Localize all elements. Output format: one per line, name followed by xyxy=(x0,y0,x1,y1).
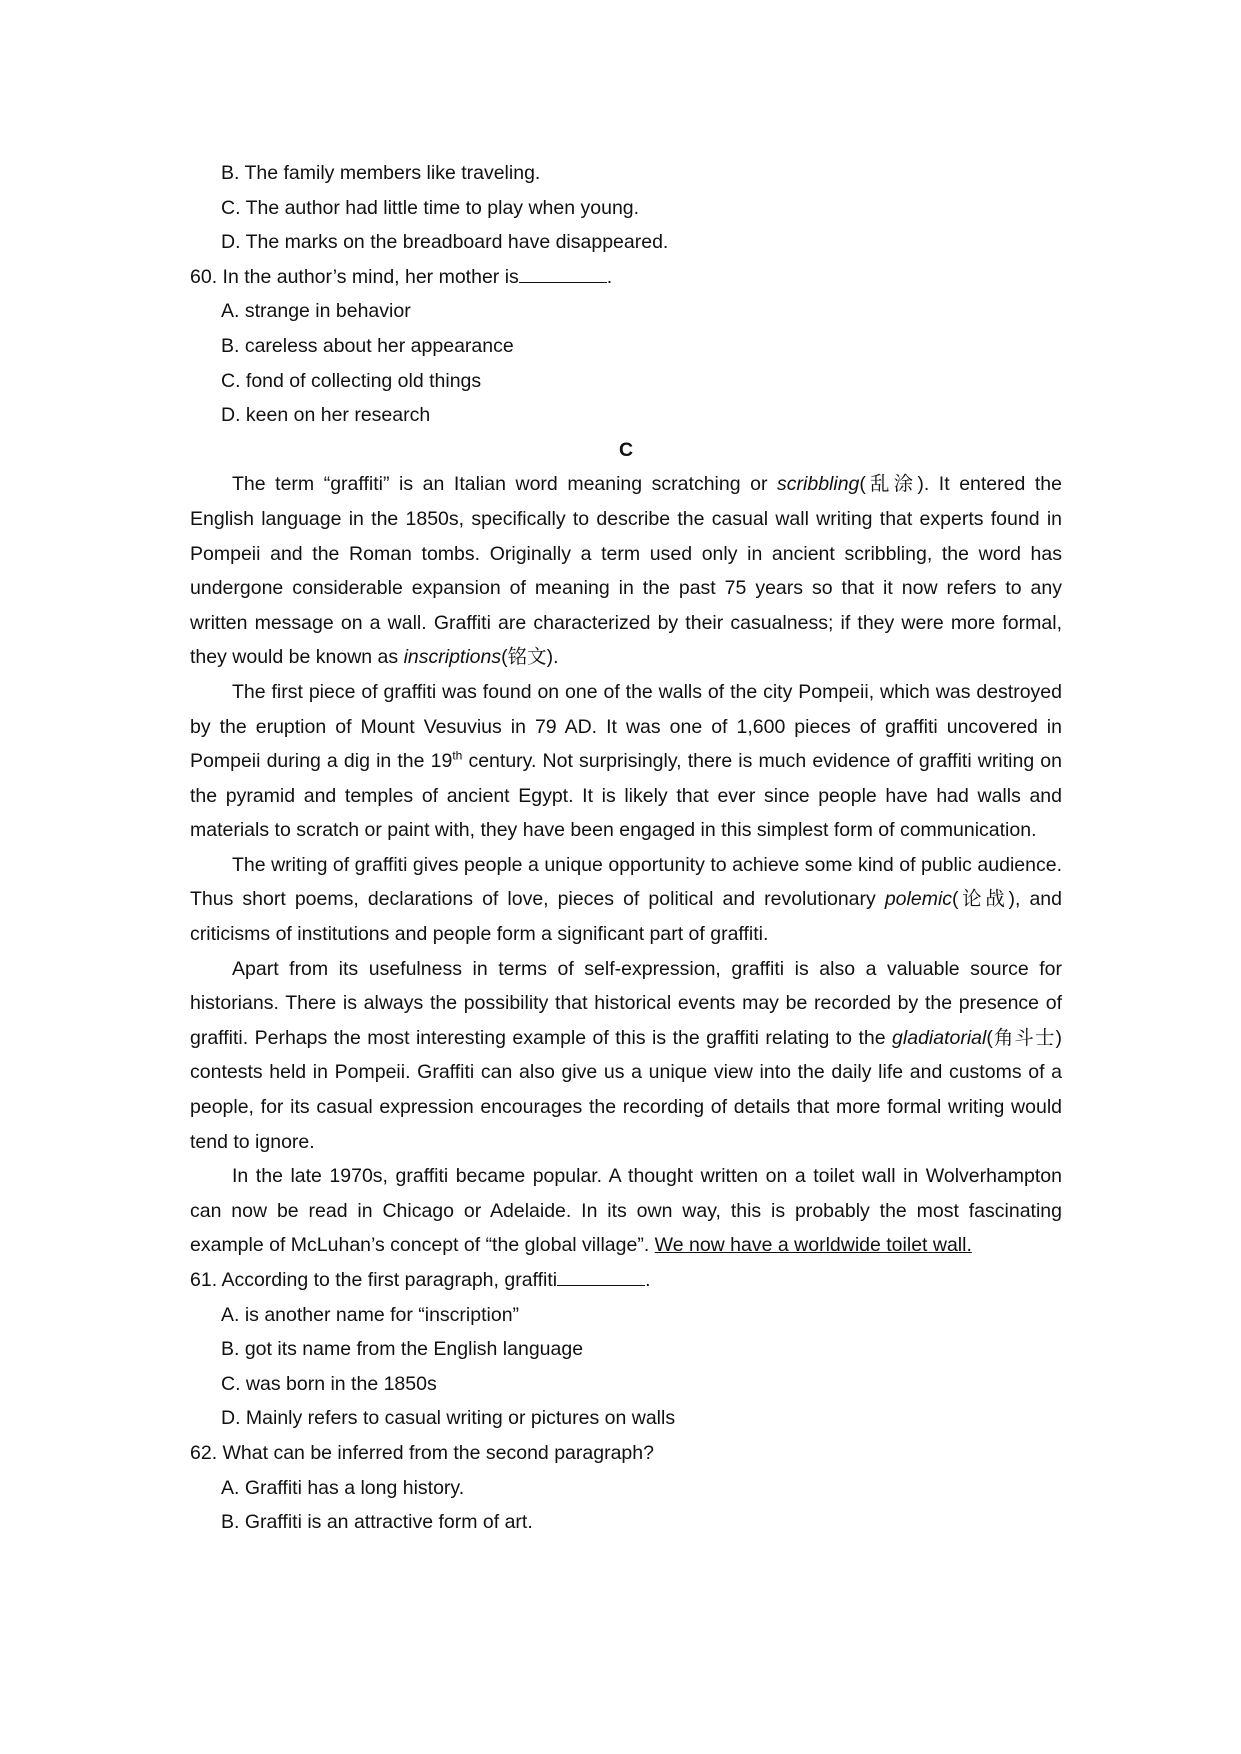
q60-stem xyxy=(190,260,1062,295)
q60-option-a: A. strange in behavior xyxy=(221,300,411,323)
q59-option-d: D. The marks on the breadboard have disappeared. xyxy=(221,231,669,254)
p1-word-inscriptions: inscriptions xyxy=(403,646,502,669)
p5-underlined-sentence: We now have a worldwide toilet wall. xyxy=(654,1234,972,1257)
section-label: C xyxy=(618,438,634,461)
p5-text-1: In the late 1970s, graffiti became popular. A thought written on a toilet wall in Wolverhampton can now be read in Chicago or Adelaide. In its own way, this is probably the most fascinating example of McLuhan’s concept of “the global village”. xyxy=(190,1165,1062,1257)
q61-option-c: C. was born in the 1850s xyxy=(221,1372,437,1395)
passage-paragraph-2 xyxy=(190,675,1062,848)
p2-superscript: th xyxy=(452,748,463,763)
p3-text-2: (论战), and criticisms of institutions and people form a significant part of graffiti. xyxy=(190,888,1062,946)
p2-text-2: century. Not surprisingly, there is much evidence of graffiti writing on the pyramid and temples of ancient Egypt. It is likely that ever since people have had walls and materials to scratch or paint with, they have been engaged in this simplest form of communication. xyxy=(190,750,1062,842)
passage-paragraph-3 xyxy=(190,848,1062,952)
q59-option-c: C. The author had little time to play when young. xyxy=(221,196,640,219)
passage-paragraph-1 xyxy=(190,467,1062,675)
q61-stem-text: 61. According to the first paragraph, graffiti xyxy=(190,1269,558,1291)
passage-paragraph-5 xyxy=(190,1159,1062,1263)
p4-word-gladiatorial: gladiatorial xyxy=(892,1026,987,1049)
q61-stem xyxy=(190,1263,1062,1298)
q60-option-b: B. careless about her appearance xyxy=(221,334,514,357)
q61-option-d: D. Mainly refers to casual writing or pictures on walls xyxy=(221,1407,676,1430)
q60-answer-blank xyxy=(519,262,607,283)
q60-option-c: C. fond of collecting old things xyxy=(221,369,482,392)
p4-text-2: (角斗士) contests held in Pompeii. Graffiti can also give us a unique view into the daily life and customs of a people, for its casual expression encourages the recording of details that more formal writing would tend to ignore. xyxy=(190,1026,1062,1153)
q62-stem: 62. What can be inferred from the second paragraph? xyxy=(190,1441,654,1464)
p4-text-1: Apart from its usefulness in terms of self-expression, graffiti is also a valuable source for historians. There is always the possibility that historical events may be recorded by the presence of graffiti. Perhaps the most interesting example of this is the graffiti relating to the xyxy=(190,957,1062,1049)
p1-text-1: The term “graffiti” is an Italian word meaning scratching or xyxy=(232,473,778,496)
q60-stem-end: . xyxy=(606,265,613,288)
p2-text-1: The first piece of graffiti was found on one of the walls of the city Pompeii, which was destroyed by the eruption of Mount Vesuvius in 79 AD. It was one of 1,600 pieces of graffiti uncovered in Pompeii during a dig in the 19 xyxy=(190,680,1062,773)
exam-page xyxy=(190,156,1062,1540)
q60-stem-text: 60. In the author’s mind, her mother is xyxy=(190,265,519,288)
q62-option-b: B. Graffiti is an attractive form of art. xyxy=(221,1511,533,1534)
q61-answer-blank xyxy=(557,1265,645,1286)
p3-word-polemic: polemic xyxy=(884,888,953,911)
q61-stem-end: . xyxy=(645,1269,651,1291)
p3-text-1: The writing of graffiti gives people a unique opportunity to achieve some kind of public audience. Thus short poems, declarations of love, pieces of political and revolutionary xyxy=(190,853,1062,911)
passage-paragraph-4 xyxy=(190,952,1062,1160)
q61-option-b: B. got its name from the English language xyxy=(221,1338,584,1361)
q59-option-b: B. The family members like traveling. xyxy=(221,162,541,184)
q62-option-a: A. Graffiti has a long history. xyxy=(221,1476,465,1499)
p1-text-3: (铭文). xyxy=(501,646,559,669)
q60-option-d: D. keen on her research xyxy=(221,404,431,427)
p1-word-scribbling: scribbling xyxy=(777,473,860,496)
q61-option-a: A. is another name for “inscription” xyxy=(221,1303,520,1326)
p1-text-2: (乱涂). It entered the English language in the 1850s, specifically to describe the casual wall writing that experts found in Pompeii and the Roman tombs. Originally a term used only in ancient scribbling, the word has undergone considerable expansion of meaning in the past 75 years so that it now refers to any written message on a wall. Graffiti are characterized by their casualness; if they were more formal, they would be known as xyxy=(190,473,1062,669)
